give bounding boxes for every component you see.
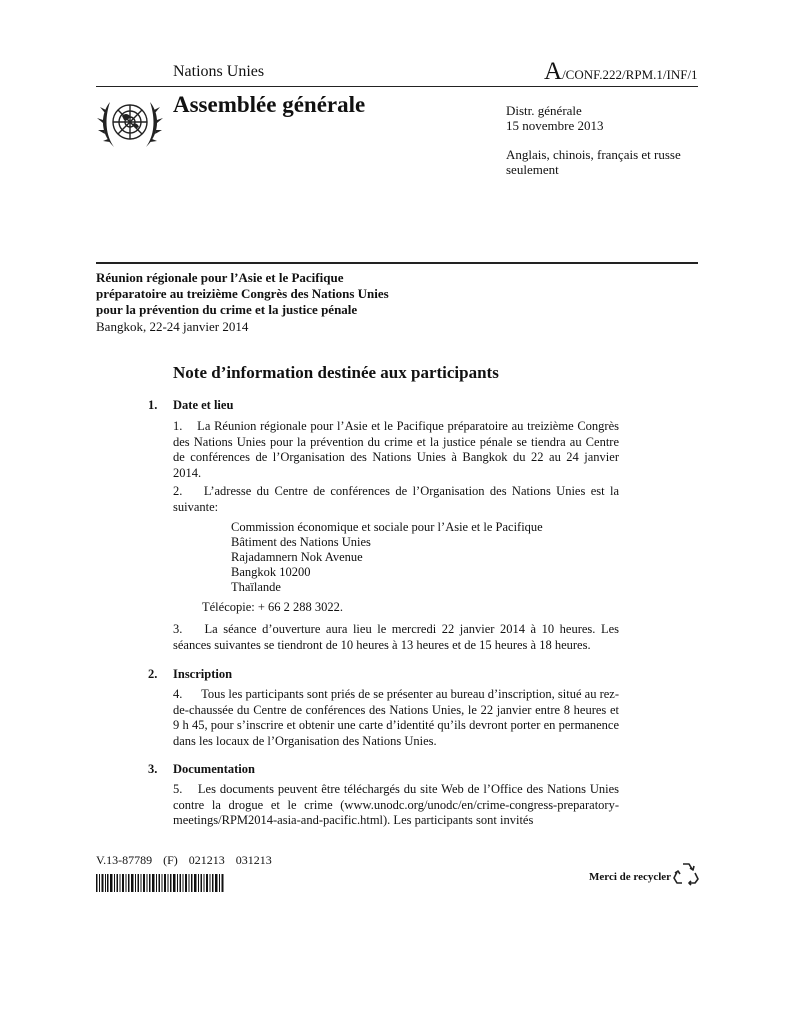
symbol-code: /CONF.222/RPM.1/INF/1	[562, 67, 698, 82]
distribution-date: 15 novembre 2013	[506, 118, 604, 133]
recycle-notice: Merci de recycler	[589, 871, 672, 883]
meeting-place-date: Bangkok, 22-24 janvier 2014	[96, 319, 249, 334]
meeting-title	[96, 270, 389, 318]
un-emblem-icon	[96, 92, 164, 154]
section-number: 1.	[148, 398, 158, 412]
meeting-title-line: pour la prévention du crime et la justice pénale	[96, 302, 358, 317]
meeting-title-line: Réunion régionale pour l’Asie et le Pacifique	[96, 270, 344, 285]
fax-number: Télécopie: + 66 2 288 3022.	[202, 600, 344, 614]
recycle-icon	[673, 860, 699, 886]
section-title: Documentation	[173, 762, 255, 776]
section-number: 2.	[148, 667, 158, 681]
languages-block	[506, 147, 681, 177]
meeting-title-line: préparatoire au treizième Congrès des Nations Unies	[96, 286, 389, 301]
address-line: Commission économique et sociale pour l’Asie et le Pacifique	[231, 520, 543, 534]
address-line: Bâtiment des Nations Unies	[231, 535, 371, 549]
paragraph-3: 3. La séance d’ouverture aura lieu le mercredi 22 janvier 2014 à 10 heures. Les séances suivantes se tiendront de 10 heures à 13 heures et de 15 heures à 18 heures.	[173, 622, 619, 652]
barcode-icon	[96, 874, 224, 892]
address-line: Thaïlande	[231, 580, 281, 594]
languages-line-1: Anglais, chinois, français et russe	[506, 147, 681, 162]
organization-name: Nations Unies	[173, 63, 265, 80]
paragraph-1: 1. La Réunion régionale pour l’Asie et le Pacifique préparatoire au treizième Congrès des Nations Unies pour la prévention du crime et la justice pénale se tiendra au Centre de conférences de l’Organisation des Nations Unies à Bangkok du 22 au 24 janvier 2014.	[173, 419, 619, 480]
address-line: Rajadamnern Nok Avenue	[231, 550, 363, 564]
section-title: Inscription	[173, 667, 233, 681]
languages-line-2: seulement	[506, 162, 559, 177]
distribution-block	[506, 103, 603, 133]
document-symbol	[544, 58, 698, 86]
body-name: Assemblée générale	[173, 92, 366, 117]
document-title: Note d’information destinée aux participants	[173, 363, 499, 382]
header-rule	[96, 86, 698, 87]
job-number: V.13-87789 (F) 021213 031213	[96, 853, 272, 867]
section-number: 3.	[148, 762, 158, 776]
paragraph-5: 5. Les documents peuvent être téléchargés du site Web de l’Office des Nations Unies contre la drogue et le crime (www.unodc.org/unodc/en/crime-congress-preparatory-meetings/RPM2014-asia-and-pacific.html). Les participants sont invités	[173, 782, 619, 827]
address-line: Bangkok 10200	[231, 565, 311, 579]
distribution-type: Distr. générale	[506, 103, 582, 118]
paragraph-2: 2. L’adresse du Centre de conférences de l’Organisation des Nations Unies est la suivante:	[173, 484, 619, 514]
symbol-letter: A	[544, 58, 563, 85]
meeting-rule	[96, 262, 698, 264]
section-title: Date et lieu	[173, 398, 234, 412]
address-block	[231, 520, 543, 595]
paragraph-4: 4. Tous les participants sont priés de se présenter au bureau d’inscription, situé au rez-de-chaussée du Centre de conférences des Nations Unies, le 22 janvier entre 8 heures et 9 h 45, pour s’inscrire et obtenir une carte d’identité qu’ils devront porter en permanence dans les locaux de l’Organisation des Nations Unies.	[173, 687, 619, 748]
